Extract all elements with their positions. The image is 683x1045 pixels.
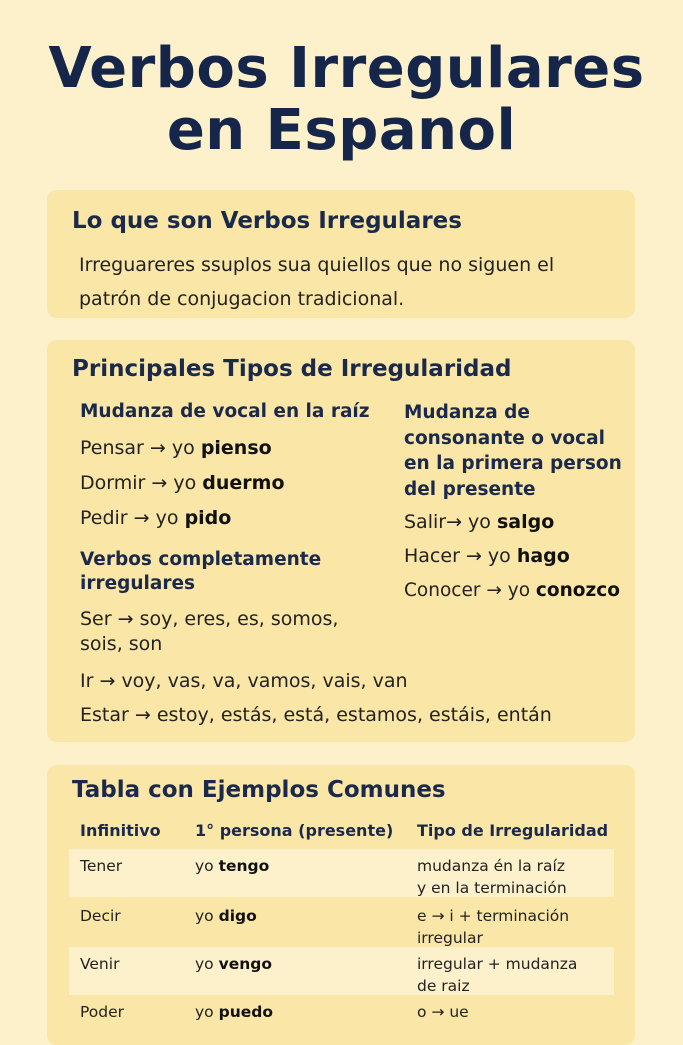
cell-type: irregular + mudanza de raiz — [417, 955, 578, 995]
cell-infinitive: Poder — [80, 1003, 125, 1021]
cell-infinitive: Decir — [80, 907, 121, 925]
group-vowel-change-title: Mudanza de vocal en la raíz — [80, 401, 370, 422]
example-item: Ser → soy, eres, es, somos, sois, son — [80, 608, 339, 655]
definition-text: Irreguareres ssuplos sua quiellos que no siguen el patrón de conjugacion tradicional. — [79, 254, 555, 310]
example-item: Ir → voy, vas, va, vamos, vais, van — [80, 670, 408, 692]
cell-type: e → i + terminación irregular — [417, 907, 570, 947]
table-row — [69, 899, 614, 947]
column-header-infinitive: Infinitivo — [80, 821, 161, 840]
group-consonant-change-title: Mudanza de consonante o vocal en la primera person del presente — [404, 402, 622, 500]
example-item: Hacer → yo hago — [404, 545, 570, 567]
table-row — [69, 849, 614, 897]
cell-first-person: yo puedo — [195, 1003, 273, 1021]
column-header-irregularity-type: Tipo de Irregularidad — [417, 821, 609, 840]
cell-first-person: yo tengo — [195, 857, 270, 875]
cell-infinitive: Tener — [80, 857, 123, 875]
definition-heading: Lo que son Verbos Irregulares — [72, 208, 462, 234]
types-heading: Principales Tipos de Irregularidad — [72, 356, 512, 382]
table-row — [69, 947, 614, 995]
example-item: Pensar → yo pienso — [80, 437, 272, 459]
title-line-2: en Espanol — [166, 98, 517, 163]
cell-first-person: yo digo — [195, 907, 257, 925]
title-line-1: Verbos Irregulares — [48, 36, 645, 101]
cell-first-person: yo vengo — [195, 955, 272, 973]
group-fully-irregular-title: Verbos completamente irregulares — [80, 549, 322, 594]
example-item: Estar → estoy, estás, está, estamos, estáis, entán — [80, 704, 552, 726]
column-header-first-person: 1° persona (presente) — [195, 821, 394, 840]
table-row — [69, 995, 614, 1043]
cell-type: o → ue — [417, 1003, 469, 1021]
page-title — [0, 38, 683, 162]
table-heading: Tabla con Ejemplos Comunes — [72, 777, 446, 803]
example-item: Dormir → yo duermo — [80, 472, 285, 494]
cell-type: mudanza én la raíz y en la terminación — [417, 857, 567, 897]
definition-card — [47, 190, 635, 318]
example-item: Pedir → yo pido — [80, 507, 232, 529]
types-card — [47, 340, 635, 742]
example-item: Conocer → yo conozco — [404, 580, 620, 601]
cell-infinitive: Venir — [80, 955, 120, 973]
example-item: Salir→ yo salgo — [404, 511, 555, 533]
examples-table-card — [47, 765, 635, 1045]
